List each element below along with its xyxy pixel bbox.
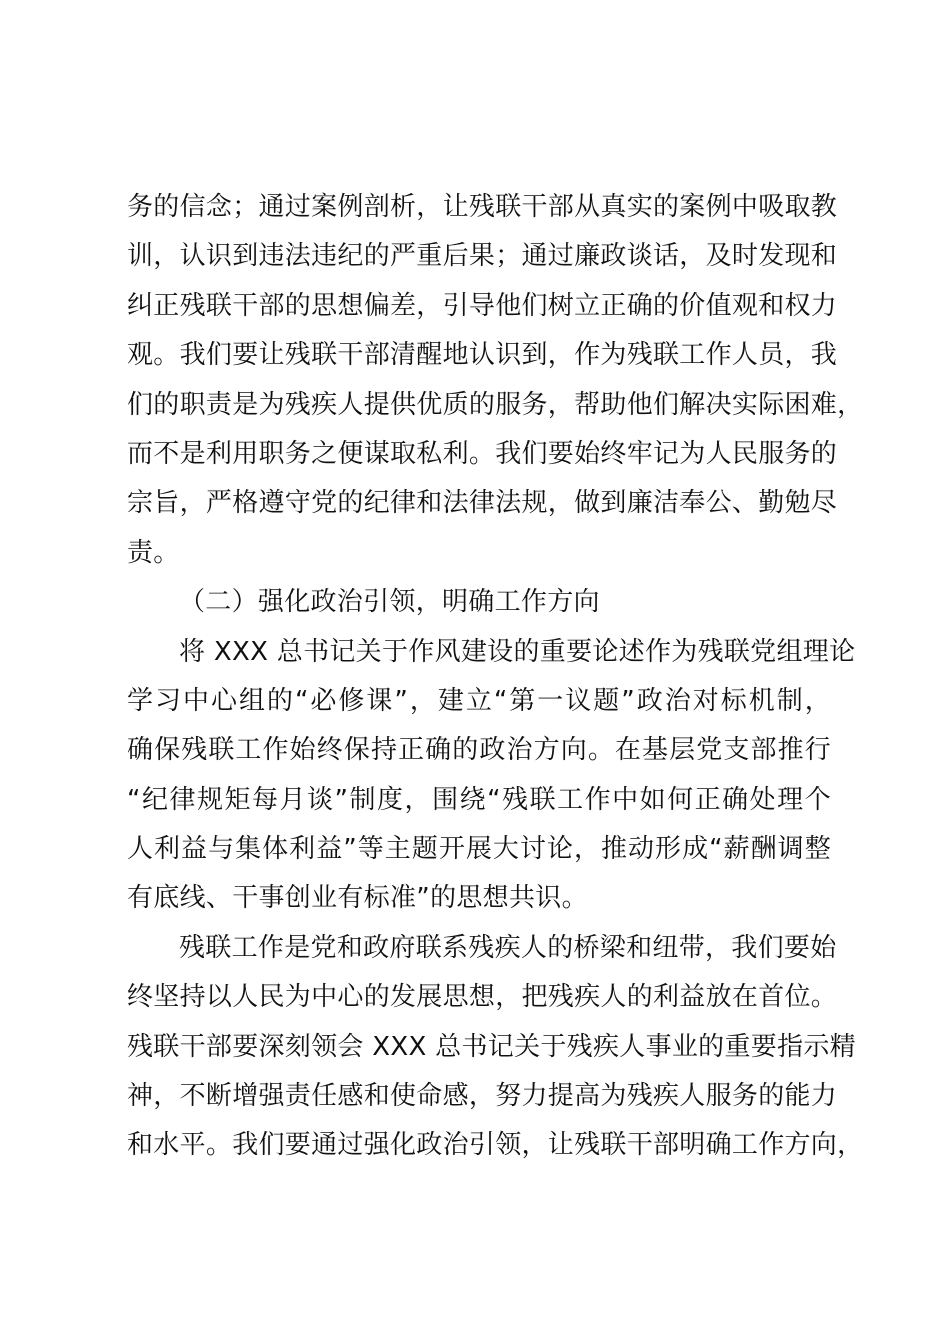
text-line: 们的职责是为残疾人提供优质的服务，帮助他们解决实际困难， xyxy=(127,389,864,420)
text-line: 终坚持以人民为中心的发展思想，把残疾人的利益放在首位。 xyxy=(127,982,838,1013)
text-line: 神，不断增强责任感和使命感，努力提高为残疾人服务的能力 xyxy=(127,1081,838,1112)
text-line: 人利益与集体利益”等主题开展大讨论，推动形成“薪酬调整 xyxy=(127,834,831,865)
text-line: 有底线、干事创业有标准”的思想共识。 xyxy=(127,883,588,914)
text-line: 确保残联工作始终保持正确的政治方向。在基层党支部推行 xyxy=(127,735,831,766)
text-line: “纪律规矩每月谈”制度，围绕“残联工作中如何正确处理个 xyxy=(127,784,831,815)
text-line: 务的信念；通过案例剖析，让残联干部从真实的案例中吸取教 xyxy=(127,192,838,222)
text-line: 将 XXX 总书记关于作风建设的重要论述作为残联党组理论 xyxy=(179,636,856,667)
text-line: 训，认识到违法违纪的严重后果；通过廉政谈话，及时发现和 xyxy=(127,241,838,272)
text-line: 而不是利用职务之便谋取私利。我们要始终牢记为人民服务的 xyxy=(127,438,838,469)
heading-text: （二）强化政治引领，明确工作方向 xyxy=(179,587,600,618)
text-line: 责。 xyxy=(127,537,180,568)
section-heading xyxy=(127,578,831,627)
text-line: 纠正残联干部的思想偏差，引导他们树立正确的价值观和权力 xyxy=(127,290,838,321)
text-line: 学习中心组的“必修课”，建立“第一议题”政治对标机制， xyxy=(127,685,831,716)
paragraph-2 xyxy=(127,628,856,924)
paragraph-3 xyxy=(127,924,864,1171)
text-line: 和水平。我们要通过强化政治引领，让残联干部明确工作方向， xyxy=(127,1130,864,1161)
paragraph-1 xyxy=(127,183,864,578)
text-line: 观。我们要让残联干部清醒地认识到，作为残联工作人员，我 xyxy=(127,340,838,371)
text-line: 宗旨，严格遵守党的纪律和法律法规，做到廉洁奉公、勤勉尽 xyxy=(127,488,838,519)
body-text xyxy=(127,183,864,1171)
text-line: 残联工作是党和政府联系残疾人的桥梁和纽带，我们要始 xyxy=(179,932,837,963)
text-line: 残联干部要深刻领会 XXX 总书记关于残疾人事业的重要指示精 xyxy=(127,1031,856,1062)
